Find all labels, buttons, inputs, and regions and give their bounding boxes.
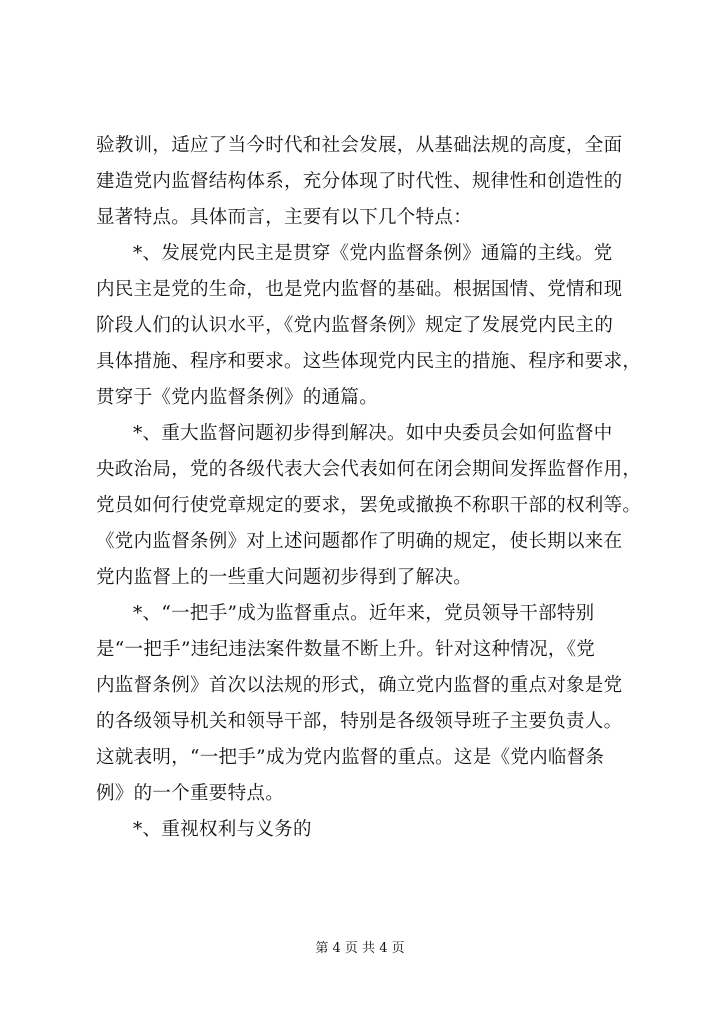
text-line: 验教训，适应了当今时代和社会发展，从基础法规的高度，全面	[96, 135, 623, 156]
text-line: 的各级领导机关和领导干部，特别是各级领导班子主要负责人。	[96, 711, 623, 732]
text-line: 贯穿于《党内监督条例》的通篇。	[96, 387, 379, 408]
text-line: 党内监督上的一些重大问题初步得到了解决。	[96, 567, 473, 588]
text-line: 阶段人们的认识水平，《党内监督条例》规定了发展党内民主的	[96, 315, 614, 336]
page-number: 第 4 页 共 4 页	[315, 941, 405, 956]
text-line: 央政治局，党的各级代表大会代表如何在闭会期间发挥监督作用，	[96, 459, 642, 480]
text-line: 党员如何行使党章规定的要求，罢免或撤换不称职干部的权利等。	[96, 495, 642, 516]
paragraph-first-line: *、重视权利与义务的	[133, 819, 312, 840]
paragraph-first-line: *、重大监督问题初步得到解决。如中央委员会如何监督中	[133, 423, 613, 444]
body-text	[96, 128, 644, 848]
text-line: 具体措施、程序和要求。这些体现党内民主的措施、程序和要求，	[96, 351, 642, 372]
paragraph-first-line: *、发展党内民主是贯穿《党内监督条例》通篇的主线。党	[133, 243, 613, 264]
paragraph-first-line: *、“一把手”成为监督重点。近年来，党员领导干部特别	[133, 603, 595, 624]
text-line: 内监督条例》首次以法规的形式，确立党内监督的重点对象是党	[96, 675, 623, 696]
text-line: 显著特点。具体而言，主要有以下几个特点：	[96, 207, 473, 228]
text-line: 建造党内监督结构体系，充分体现了时代性、规律性和创造性的	[96, 171, 623, 192]
page-footer	[0, 940, 720, 958]
text-line: 例》的一个重要特点。	[96, 783, 285, 804]
text-line: 《党内监督条例》对上述问题都作了明确的规定，使长期以来在	[96, 531, 623, 552]
text-line: 这就表明，“一把手”成为党内监督的重点。这是《党内临督条	[96, 747, 605, 768]
text-line: 内民主是党的生命，也是党内监督的基础。根据国情、党情和现	[96, 279, 623, 300]
text-line: 是“一把手”违纪违法案件数量不断上升。针对这种情况，《党	[96, 639, 596, 660]
